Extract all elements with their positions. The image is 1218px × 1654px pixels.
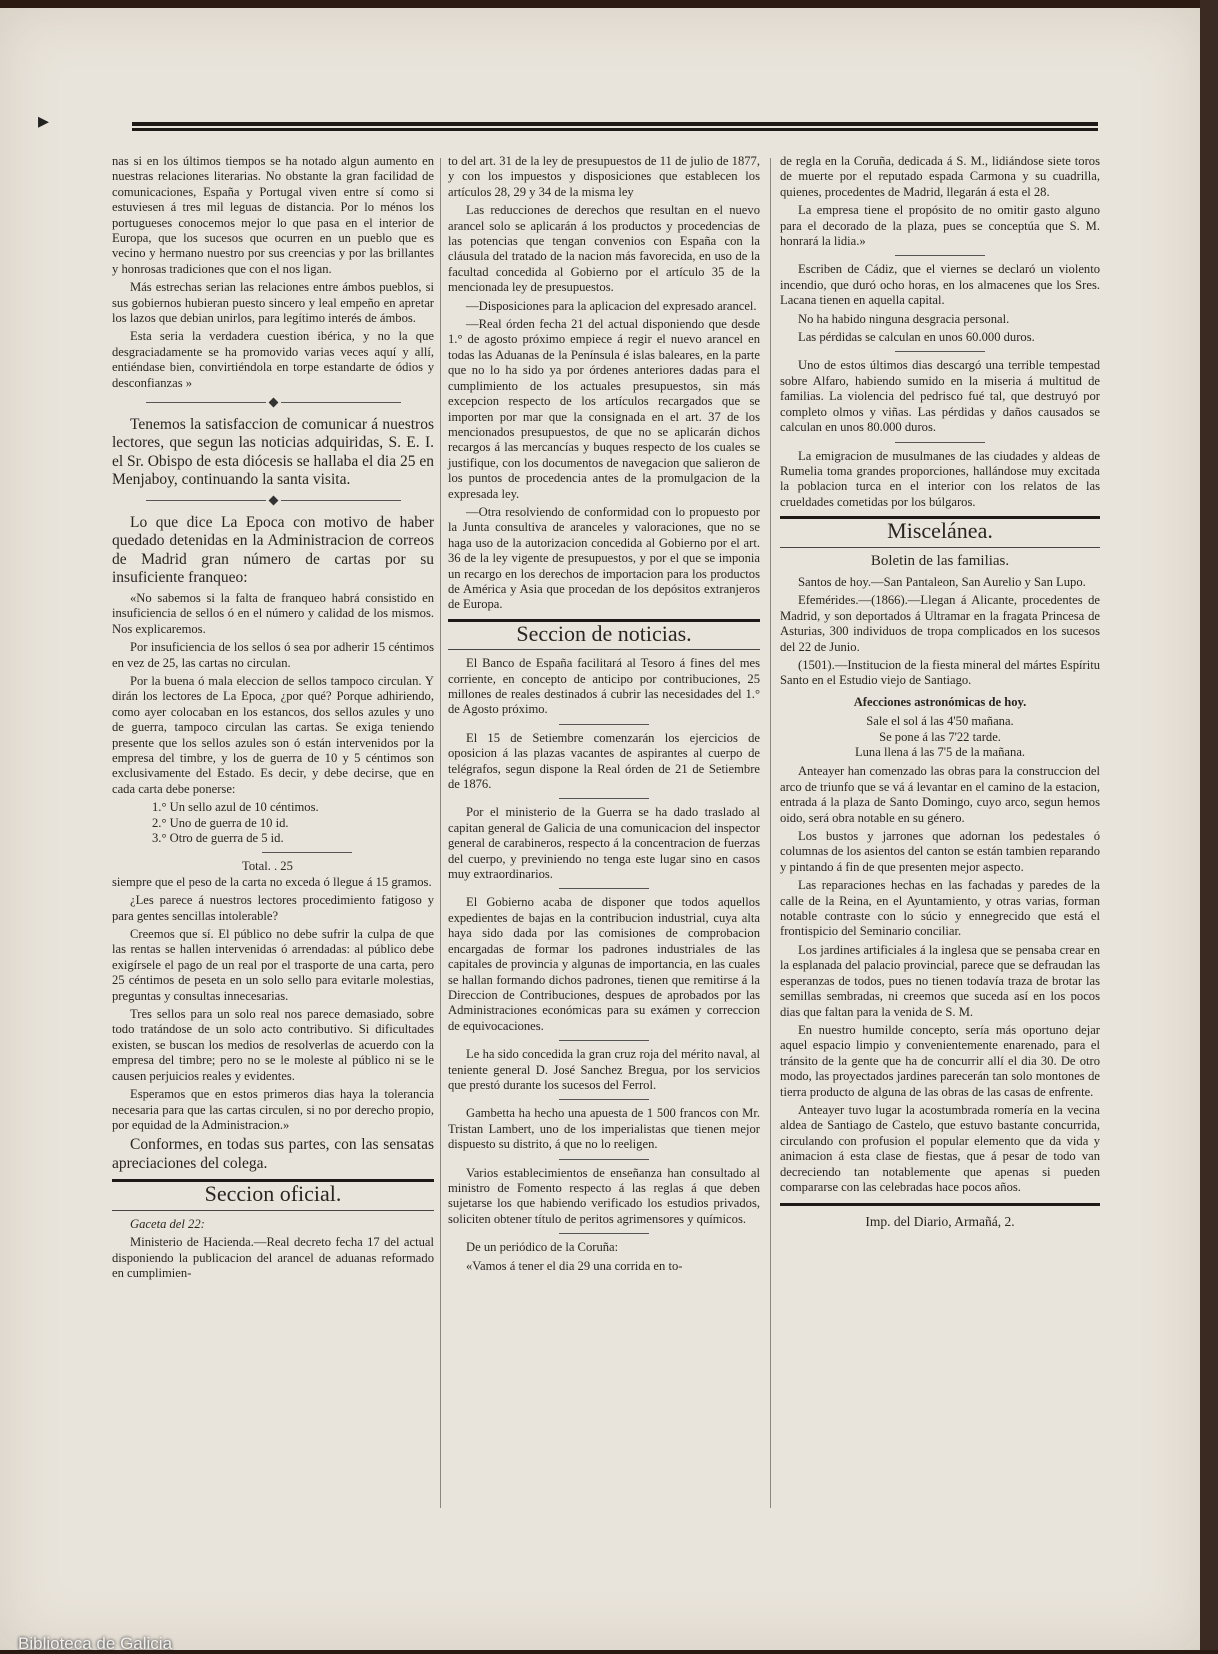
section-title-noticias: Seccion de noticias.: [448, 619, 760, 650]
newspaper-page: [0, 8, 1200, 1650]
conformes-paragraph: Conformes, en todas sus partes, con las sensatas apreciaciones del colega.: [112, 1136, 434, 1172]
margin-mark: ▸: [38, 108, 50, 133]
stamp-total: Total. . 25: [242, 859, 293, 874]
astro-line: Se pone á las 7'22 tarde.: [879, 729, 1001, 744]
article-paragraph: Las reducciones de derechos que resultan en el nuevo arancel solo se aplicarán á los productos y procedencias de las potencias que tengan convenios con España con la cláusula del tratado de la nacion más favorecida, en uso de la facultad concedida al Gobierno por el artículo 35 de la mencionada ley de presupuestos.: [448, 203, 760, 295]
news-item: Las pérdidas se calculan en unos 60.000 duros.: [798, 330, 1035, 345]
quote-paragraph: Esperamos que en estos primeros dias haya la tolerancia necesaria para que las cartas circulen, si no por derecho propio, por equidad de la Administracion.»: [112, 1087, 434, 1132]
efemerides-line: (1501).—Institucion de la fiesta mineral del mártes Espíritu Santo en el Estudio viejo de Santiago.: [780, 657, 1100, 688]
stamp-list: [152, 800, 434, 846]
quote-paragraph: Por la buena ó mala eleccion de sellos tampoco circulan. Y dirán los lectores de La Epoca, ¿por qué? Porque adhiriendo, como ayer colocaban en los estancos, dos sellos azules y uno de guerra, tampoco circulan las cartas. Se exiga teniendo presente que los sellos azules son ó están intervenidos por la empresa del timbre, y los de guerra de 10 y 5 céntimos son exclusivamente del Estado. Es decir, y debe decirse, que en cada carta debe ponerse:: [112, 673, 434, 796]
footer-rule: [780, 1203, 1100, 1206]
divider: [559, 1099, 649, 1100]
efemerides-line: Efemérides.—(1866).—Llegan á Alicante, procedentes de Madrid, y son deportados á Ultramar en la fragata Princesa de Asturias, 300 individuos de tropa complicados en los sucesos del 22 de Junio.: [780, 593, 1100, 654]
astro-line: Sale el sol á las 4'50 mañana.: [866, 714, 1014, 729]
list-item: 2.° Uno de guerra de 10 id.: [152, 815, 289, 830]
news-item: Uno de estos últimos dias descargó una terrible tempestad sobre Alfaro, habiendo sumido en la miseria á multitud de familias. La violencia del pedrisco fué tal, que destruyó por completo olmos y viñas. Las pérdidas y daños causados se calculan en unos 80.000 duros.: [780, 358, 1100, 435]
article-paragraph: Ministerio de Hacienda.—Real decreto fecha 17 del actual disponiendo la publicacion del arancel de aduanas reformado en cumplimien-: [112, 1235, 434, 1280]
column-1: [112, 154, 434, 1284]
divider: [559, 1040, 649, 1041]
article-paragraph: —Disposiciones para la aplicacion del expresado arancel.: [466, 298, 757, 313]
header-rule: [132, 122, 1098, 131]
news-item: Los bustos y jarrones que adornan los pedestales ó columnas de los asientos del canton se están tambien reparando y pintando á fin de que presenten mejor aspecto.: [780, 829, 1100, 874]
astro-heading: Afecciones astronómicas de hoy.: [853, 694, 1027, 709]
news-item: Las reparaciones hechas en las fachadas y paredes de la calle de la Reina, en el Ayuntamiento, y otras varias, forman notable contraste con lo súcio y ennegrecido que está el frontispicio del Seminario conciliar.: [780, 878, 1100, 939]
column-2: [448, 154, 760, 1277]
divider: [895, 442, 985, 443]
ornament-divider: [112, 493, 434, 508]
news-item: Gambetta ha hecho una apuesta de 1 500 francos con Mr. Tristan Lambert, uno de los imperialistas que tienen mejor dispuesto su distrito, á que no lo reeligen.: [448, 1106, 760, 1152]
news-item: Por el ministerio de la Guerra se ha dado traslado al capitan general de Galicia de una comunicacion del inspector general de carabineros, respecto á la concentracion de fuerzas del cuerpo, y previniendo no tenga este lugar sino en casos muy extraordinarios.: [448, 805, 760, 882]
news-la-epoca: Lo que dice La Epoca con motivo de haber quedado detenidas en la Administracion de correos de Madrid gran número de cartas por su insuficiente franqueo:: [112, 513, 434, 587]
news-item: Anteayer tuvo lugar la acostumbrada romería en la vecina aldea de Santiago de Castelo, que estuvo bastante concurrida, circulando con profusion el popular elemento que da vida y animacion á esta clase de fiestas, que á pesar de todo van decreciendo tan notablemente que apenas si pueden compararse con las celebradas hace pocos años.: [780, 1102, 1100, 1194]
printer-imprint: Imp. del Diario, Armañá, 2.: [865, 1214, 1015, 1230]
quote-paragraph: ¿Les parece á nuestros lectores procedimiento fatigoso y para gentes sencillas intolerable?: [112, 893, 434, 923]
quote-paragraph: siempre que el peso de la carta no exceda ó llegue á 15 gramos.: [112, 874, 432, 889]
gaceta-line: Gaceta del 22:: [130, 1216, 205, 1231]
news-item: El 15 de Setiembre comenzarán los ejercicios de oposicion á las plazas vacantes de aspirantes al cuerpo de telégrafos, segun dispone la Real órden de 21 de Setiembre de 1876.: [448, 730, 760, 792]
divider: [559, 888, 649, 889]
divider: [895, 351, 985, 352]
divider: [895, 255, 985, 256]
quote-paragraph: «No sabemos si la falta de franqueo habrá consistido en insuficiencia de sellos ó en el número y calidad de los mismos. Nos explicaremos.: [112, 590, 434, 636]
boletin-heading: Boletin de las familias.: [870, 552, 1010, 569]
library-watermark: Biblioteca de Galicia: [18, 1634, 173, 1653]
news-item: Le ha sido concedida la gran cruz roja del mérito naval, al teniente general D. José Sanchez Bregua, por los servicios que prestó durante los sucesos del Ferrol.: [448, 1047, 760, 1092]
santos-line: Santos de hoy.—San Pantaleon, San Aurelio y San Lupo.: [798, 574, 1086, 589]
ornament-divider: [112, 394, 434, 409]
news-item: Varios establecimientos de enseñanza han consultado al ministro de Fomento respecto á las reglas á que deben sujetarse los que habiendo verificado los estudios privados, soliciten obtener título de peritos agrimensores y químicos.: [448, 1165, 760, 1226]
news-item: No ha habido ninguna desgracia personal.: [798, 311, 1010, 326]
section-title-miscelanea: Miscelánea.: [780, 516, 1100, 547]
news-item: Anteayer han comenzado las obras para la construccion del arco de triunfo que se vá á levantar en el camino de la estacion, entrada á la plaza de Santo Domingo, cuyo arco, segun hemos oido, será obra notable en su género.: [780, 764, 1100, 825]
column-divider: [440, 158, 441, 1508]
quote-paragraph: Creemos que sí. El público no debe sufrir la culpa de que las rentas se hallen intervenidas ó arrendadas: al público debe exigírsele el pago de un real por el trasporte de una carta, pero 25 céntimos de peseta en un solo sello para evitarle molestias, preguntas y consultas innecesarias.: [112, 927, 434, 1003]
divider: [559, 1159, 649, 1160]
news-bishop-visit: Tenemos la satisfaccion de comunicar á nuestros lectores, que segun las noticias adquiridas, S. E. I. el Sr. Obispo de esta diócesis se hallaba el dia 25 en Menjaboy, continuando la santa visita.: [112, 415, 434, 488]
list-item: 3.° Otro de guerra de 5 id.: [152, 831, 284, 845]
article-paragraph: Esta seria la verdadera cuestion ibérica, y no la que desgraciadamente se ha promovido varias veces aquí y allí, entiéndase bien, convirtiéndola en torpe estandarte de ódios y desconfianzas »: [112, 329, 434, 390]
column-3: [780, 154, 1100, 1230]
article-paragraph: La empresa tiene el propósito de no omitir gasto alguno para el decorado de la plaza, pues se conceptúa que S. M. honrará la lidia.»: [780, 203, 1100, 249]
page-edge: [1200, 0, 1218, 1650]
section-title-oficial: Seccion oficial.: [112, 1179, 434, 1210]
article-paragraph: to del art. 31 de la ley de presupuestos de 11 de julio de 1877, y con los impuestos y disposiciones que establecen los artículos 28, 29 y 34 de la misma ley: [448, 154, 760, 199]
news-item: En nuestro humilde concepto, sería más oportuno dejar aquel espacio limpio y convenientemente enarenado, para el tránsito de la gente que ha de concurrir allí el dia 30. De otro modo, las proyectados jardines parecerán tan solo montones de tierra producto de alguna de las obras de las casas de enfrente.: [780, 1022, 1100, 1099]
article-paragraph: nas si en los últimos tiempos se ha notado algun aumento en nuestras relaciones literarias. No obstante la gran facilidad de comunicaciones, España y Portugal viven entre sí como si estuviesen á tres mil leguas de distancia. Por lo ménos los portugueses conocemos mejor lo que pasa en el interior de Europa, que los sucesos que ocurren en un pueblo que es vecino y hermano nuestro por sus creencias y por las brillantes y honrosas tradiciones que con el nos ligan.: [112, 154, 434, 276]
article-paragraph: Más estrechas serian las relaciones entre ámbos pueblos, si sus gobiernos hubieran puesto sincero y leal empeño en apretar los lazos que debian unirlos, para legítimo interés de ámbos.: [112, 280, 434, 326]
news-item: Los jardines artificiales á la inglesa que se pensaba crear en la esplanada del palacio provincial, parece que se defraudan las esperanzas de todos, pues no tienen todavía traza de brotar las semillas sembradas, ni creemos que suceda así en los pocos dias que faltan para la venida de S. M.: [780, 942, 1100, 1019]
news-item: Escriben de Cádiz, que el viernes se declaró un violento incendio, que duró ocho horas, en los almacenes que los Sres. Lacana tienen en aquella capital.: [780, 262, 1100, 308]
divider: [559, 724, 649, 725]
column-divider: [770, 158, 771, 1508]
news-item: El Gobierno acaba de disponer que todos aquellos expedientes de bajas en la contribucion industrial, cuya alta haya sido dada por las comisiones de comprobacion encargadas de formar los padrones industriales de las capitales de provincia y algunas de importancia, en las cuales se hallan formando dichos padrones, tienen que remitirse á la Direccion de Contribuciones, despues de aprobados por las Administraciones económicas para su exámen y correccion de equivocaciones.: [448, 895, 760, 1033]
article-paragraph: —Real órden fecha 21 del actual disponiendo que desde 1.° de agosto próximo empiece á regir el nuevo arancel en todas las Aduanas de la Península é islas baleares, en la parte que no lo ha sido ya por órdenes anteriores dadas para el cumplimiento de los actuales presupuestos, sin más excepcion respecto de los artículos recargados que se importen por mar que la consignada en el art. 37 de los mencionados presupuestos, de que no se aplicarán dichos recargos á las mercancías y buques respecto de los cuales se justifique, con los documentos de navegacion que salieron de los puntos de procedencia antes de la promulgacion de la expresada ley.: [448, 317, 760, 501]
list-item: 1.° Un sello azul de 10 céntimos.: [152, 800, 319, 815]
news-item: El Banco de España facilitará al Tesoro á fines del mes corriente, en concepto de anticipo por contribuciones, 25 millones de reales destinados á cubrir las necesidades del 1.° de Agosto próximo.: [448, 656, 760, 717]
article-paragraph: —Otra resolviendo de conformidad con lo propuesto por la Junta consultiva de aranceles y valoraciones, que no se haga uso de la autorizacion concedida al Gobierno por el art. 36 de la ley vigente de presupuestos, y por el que se imponia un recargo en los derechos de importacion para los productos de América y Asia que procedan de los depósitos extranjeros de Europa.: [448, 504, 760, 612]
quote-paragraph: Tres sellos para un solo real nos parece demasiado, sobre todo tratándose de un solo acto contributivo. Si dificultades existen, se buscan los medios de resolverlas de acuerdo con la empresa del timbre; pero no se le moleste al público ni se le causen perjuicios reales y evidentes.: [112, 1007, 434, 1083]
article-paragraph: de regla en la Coruña, dedicada á S. M., lidiándose siete toros de muerte por el reputado espada Carmona y su cuadrilla, quienes, procedentes de Madrid, llegarán á esta el 28.: [780, 154, 1100, 199]
divider: [559, 798, 649, 799]
quote-paragraph: Por insuficiencia de los sellos ó sea por adherir 15 céntimos en vez de 25, las cartas no circulan.: [112, 640, 434, 670]
news-item: La emigracion de musulmanes de las ciudades y aldeas de Rumelia toma grandes proporciones, hallándose muy excitada la poblacion turca en el interior con los relatos de las crueldades cometidas por los búlgaros.: [780, 448, 1100, 509]
sum-rule: [262, 852, 352, 853]
news-item: De un periódico de la Coruña:: [466, 1240, 619, 1255]
divider: [559, 1233, 649, 1234]
news-item: «Vamos á tener el dia 29 una corrida en to-: [466, 1258, 683, 1273]
astro-line: Luna llena á las 7'5 de la mañana.: [854, 745, 1026, 759]
